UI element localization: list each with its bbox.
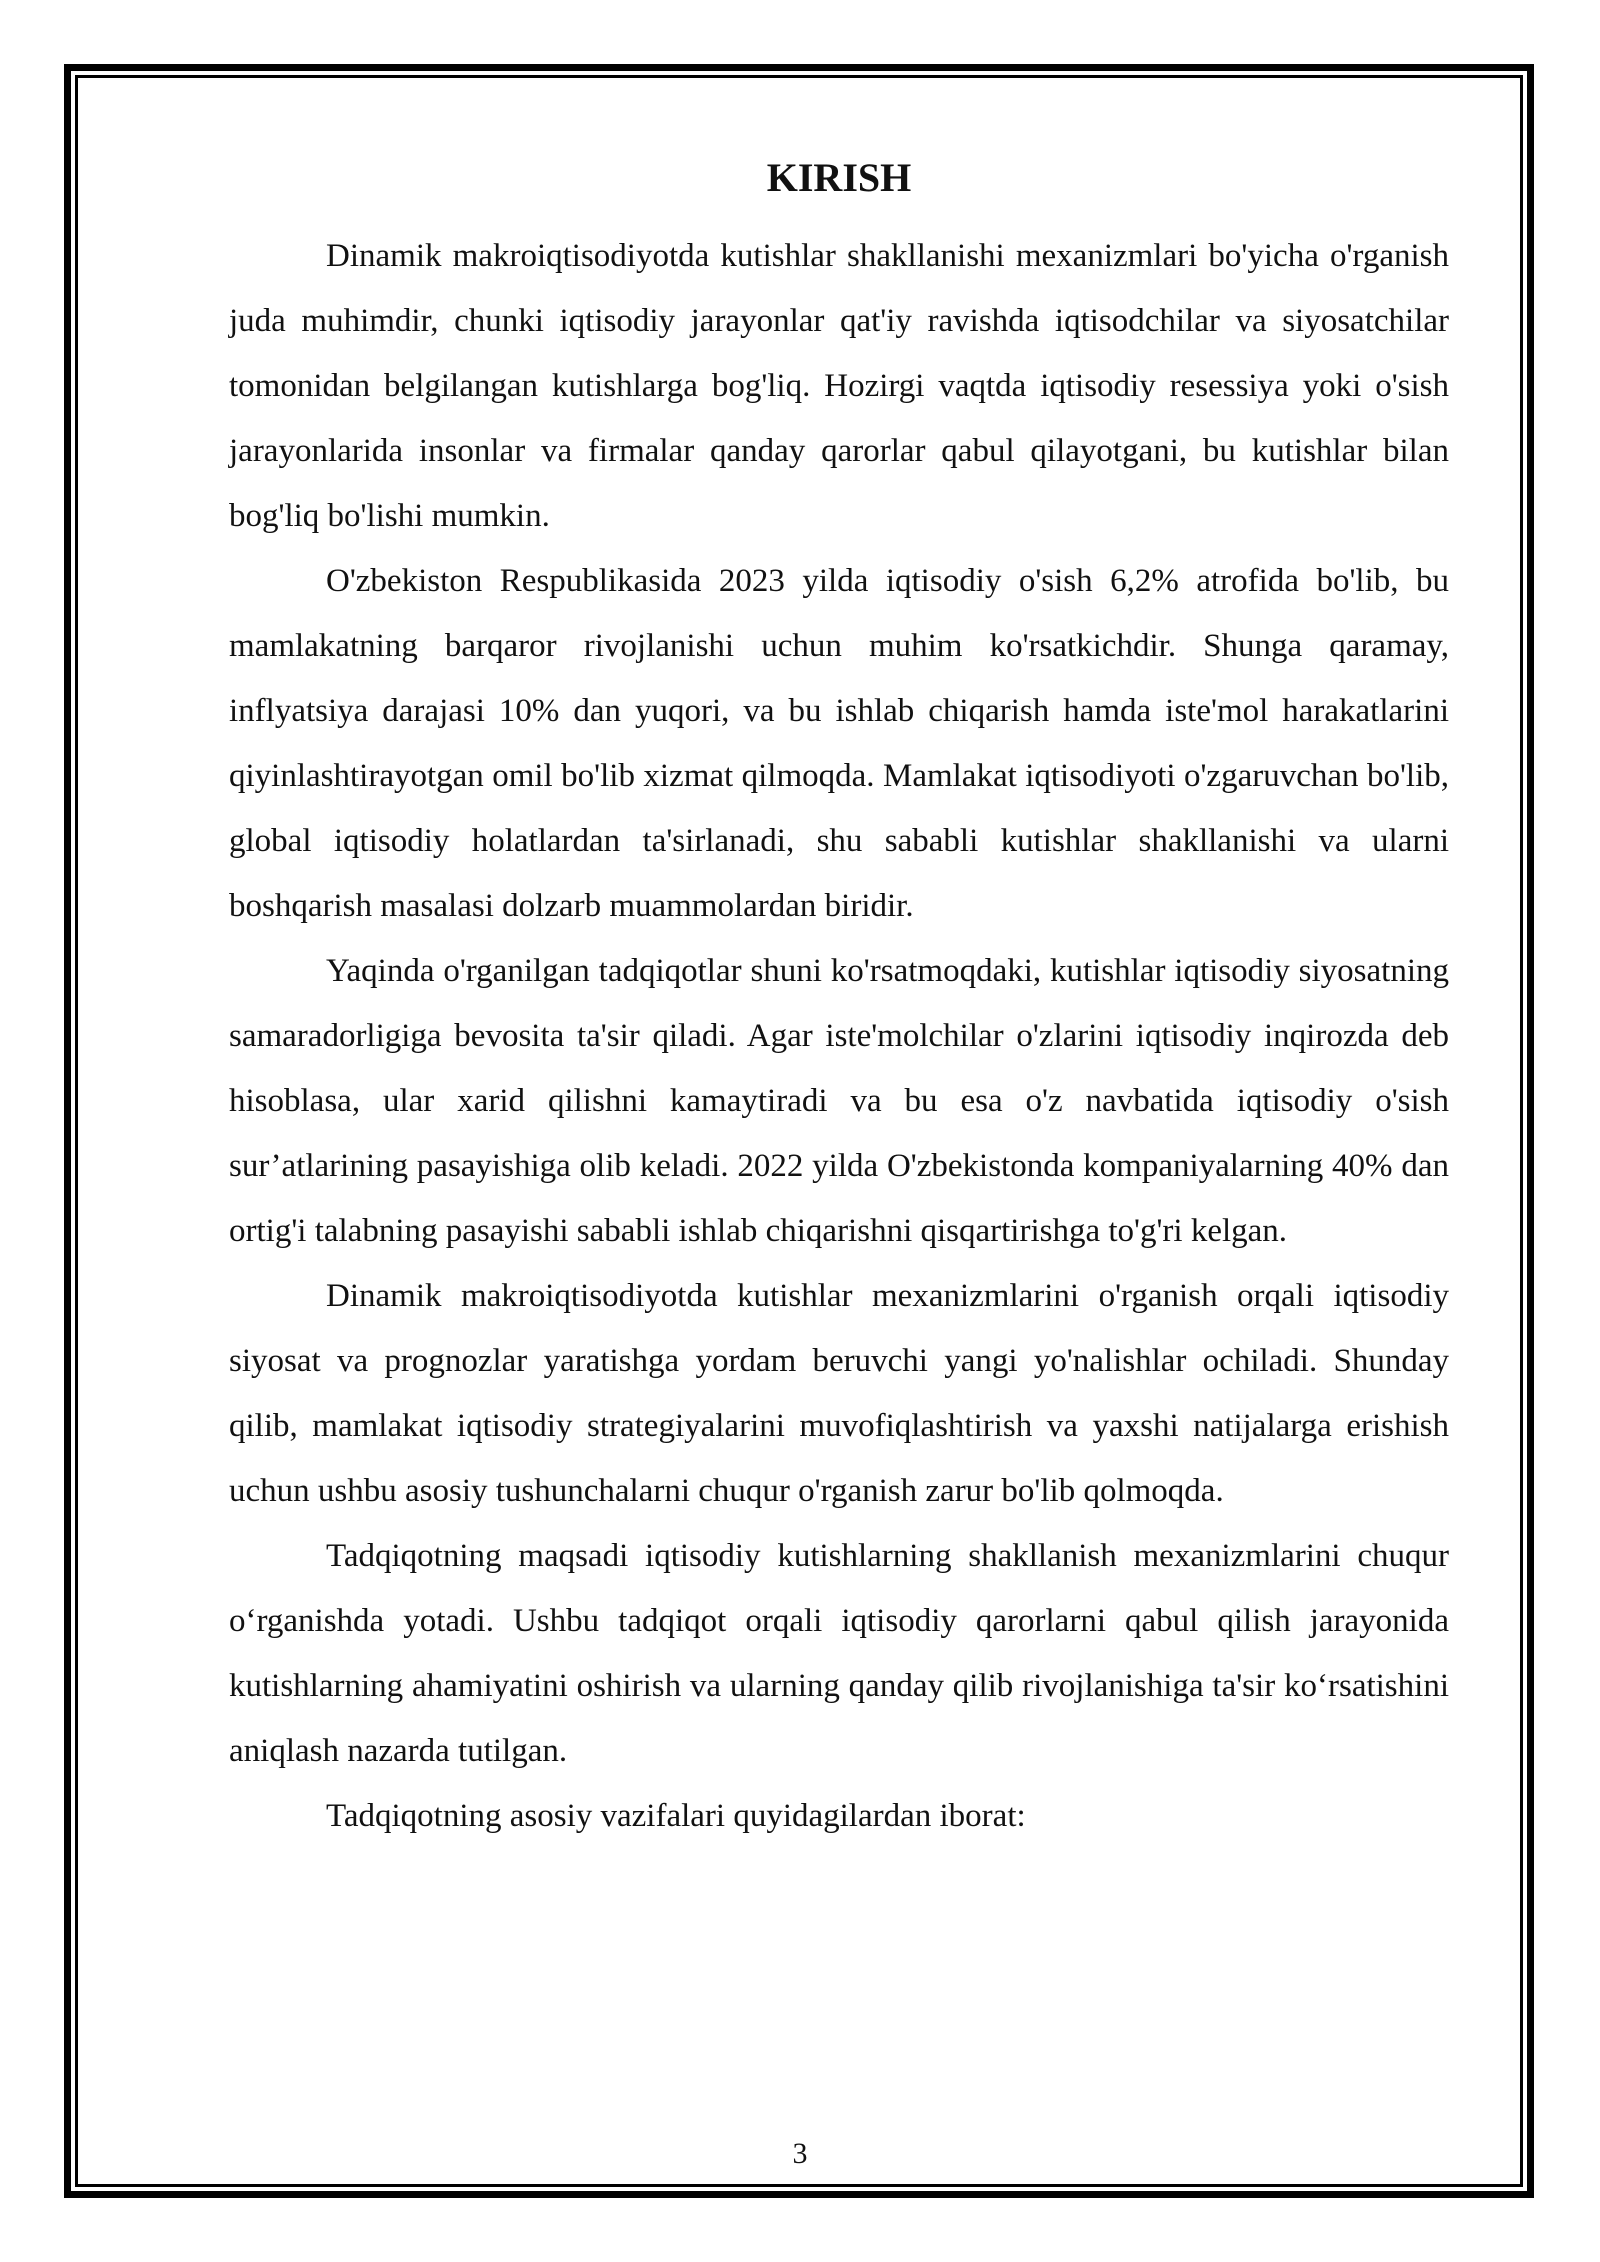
paragraph-6: Tadqiqotning asosiy vazifalari quyidagilardan iborat: <box>326 1798 1026 1834</box>
paragraph-2: O'zbekiston Respublikasida 2023 yilda iqtisodiy o'sish 6,2% atrofida bo'lib, bu mamlakatning barqaror rivojlanishi uchun muhim ko'rsatkichdir. Shunga qaramay, inflyatsiya darajasi 10% dan yuqori, va bu ishlab chiqarish hamda iste'mol harakatlarini qiyinlashtirayotgan omil bo'lib xizmat qilmoqda. Mamlakat iqtisodiyoti o'zgaruvchan bo'lib, global iqtisodiy holatlardan ta'sirlanadi, shu sababli kutishlar shakllanishi va ularni boshqarish masalasi dolzarb muammolardan biridir. <box>229 563 1449 924</box>
page-number: 3 <box>792 2137 808 2170</box>
paragraph-3: Yaqinda o'rganilgan tadqiqotlar shuni ko'rsatmoqdaki, kutishlar iqtisodiy siyosatning samaradorligiga bevosita ta'sir qiladi. Agar iste'molchilar o'zlarini iqtisodiy inqirozda deb hisoblasa, ular xarid qilishni kamaytiradi va bu esa o'z navbatida iqtisodiy o'sish sur’atlarining pasayishiga olib keladi. 2022 yilda O'zbekistonda kompaniyalarning 40% dan ortig'i talabning pasayishi sababli ishlab chiqarishni qisqartirishga to'g'ri kelgan. <box>229 953 1449 1249</box>
page-title: KIRISH <box>766 155 912 200</box>
paragraph-1: Dinamik makroiqtisodiyotda kutishlar shakllanishi mexanizmlari bo'yicha o'rganish juda muhimdir, chunki iqtisodiy jarayonlar qat'iy ravishda iqtisodchilar va siyosatchilar tomonidan belgilangan kutishlarga bog'liq. Hozirgi vaqtda iqtisodiy resessiya yoki o'sish jarayonlarida insonlar va firmalar qanday qarorlar qabul qilayotgani, bu kutishlar bilan bog'liq bo'lishi mumkin. <box>229 238 1449 534</box>
paragraph-5: Tadqiqotning maqsadi iqtisodiy kutishlarning shakllanish mexanizmlarini chuqur o‘rganishda yotadi. Ushbu tadqiqot orqali iqtisodiy qarorlarni qabul qilish jarayonida kutishlarning ahamiyatini oshirish va ularning qanday qilib rivojlanishiga ta'sir ko‘rsatishini aniqlash nazarda tutilgan. <box>229 1538 1449 1769</box>
paragraph-4: Dinamik makroiqtisodiyotda kutishlar mexanizmlarini o'rganish orqali iqtisodiy siyosat va prognozlar yaratishga yordam beruvchi yangi yo'nalishlar ochiladi. Shunday qilib, mamlakat iqtisodiy strategiyalarini muvofiqlashtirish va yaxshi natijalarga erishish uchun ushbu asosiy tushunchalarni chuqur o'rganish zarur bo'lib qolmoqda. <box>229 1278 1449 1509</box>
document-body <box>229 150 1449 1849</box>
